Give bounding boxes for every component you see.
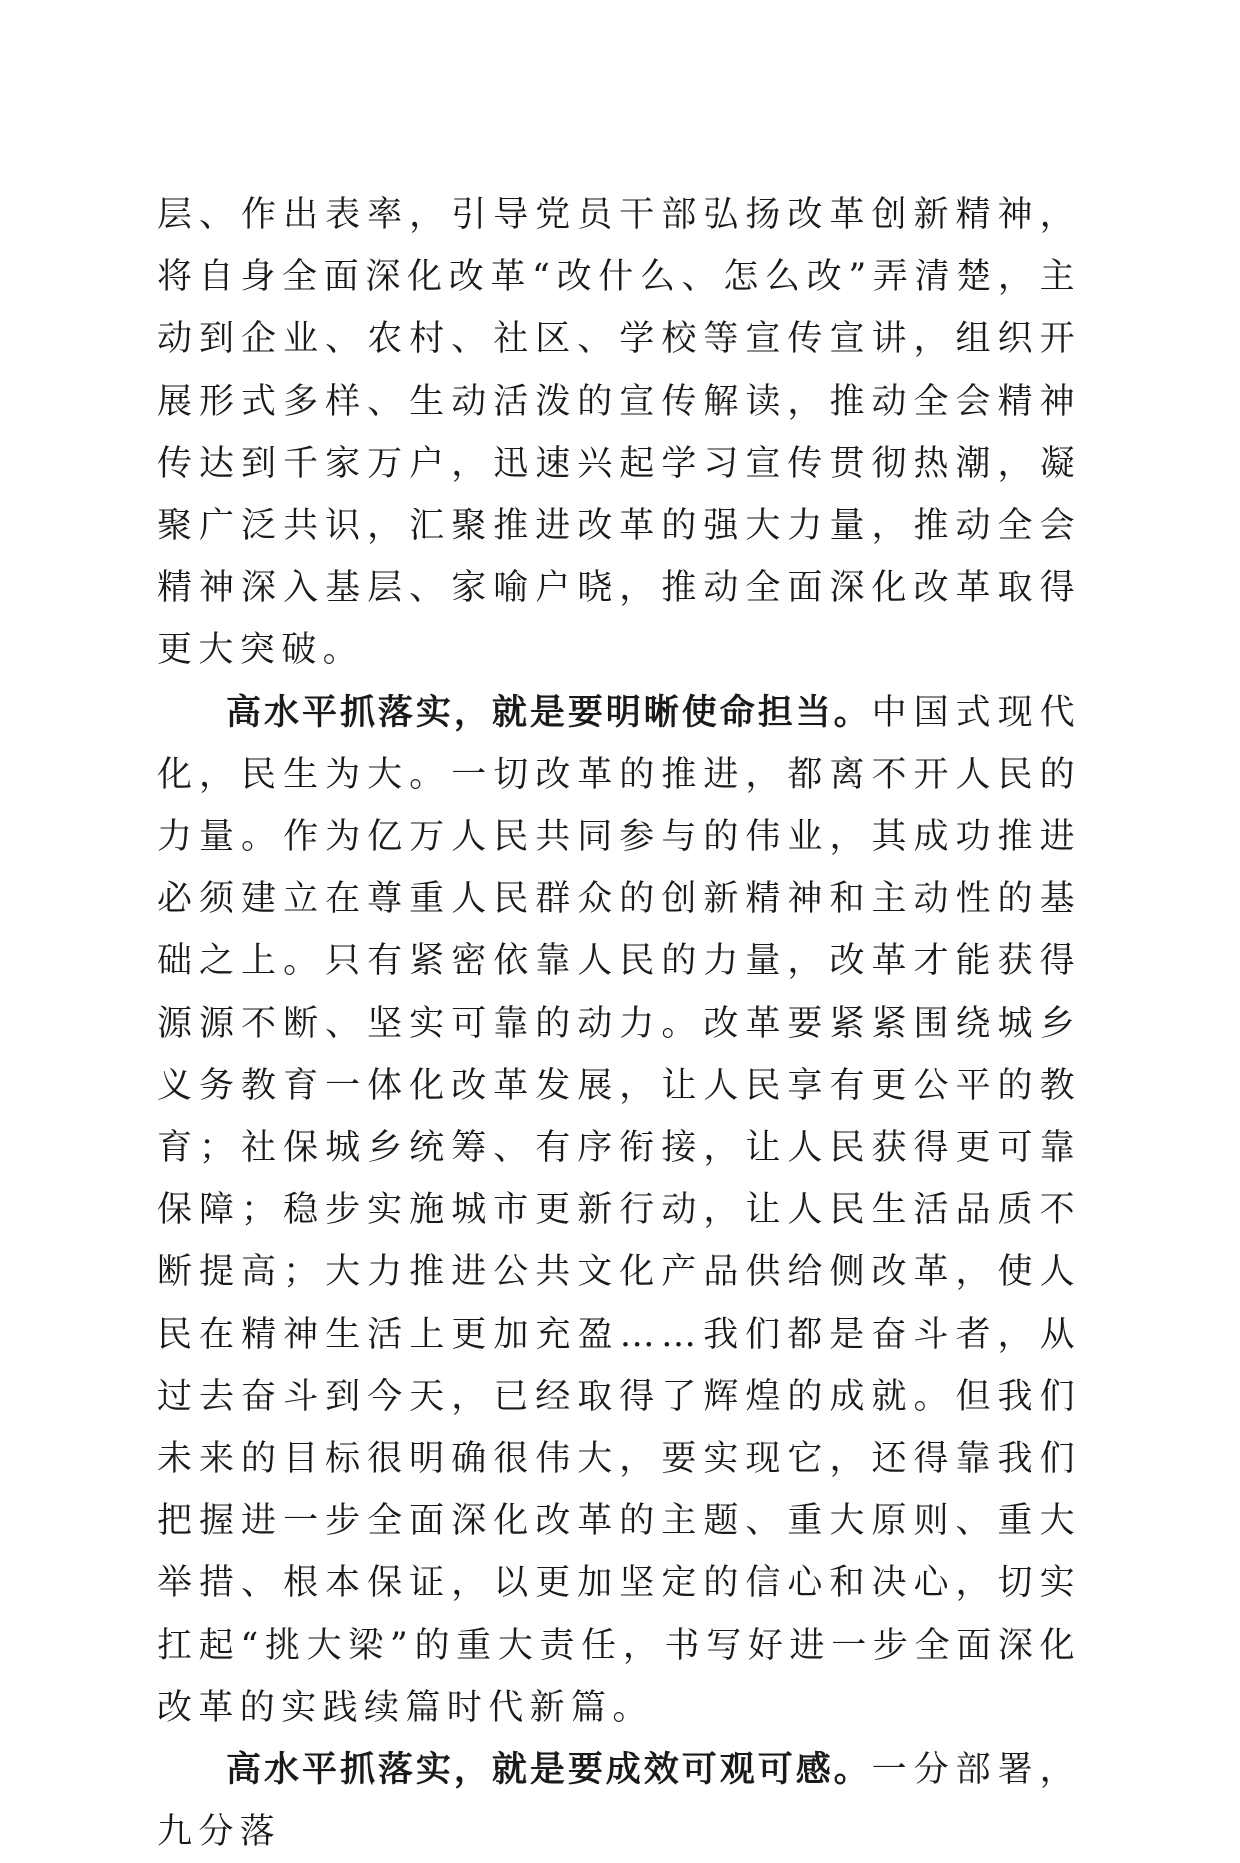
paragraph-lead-heading: 高水平抓落实，就是要成效可观可感。 bbox=[226, 1750, 872, 1791]
paragraph-results bbox=[157, 1739, 1081, 1863]
paragraph-text: 中国式现代化，民生为大。一切改革的推进，都离不开人民的力量。作为亿万人民共同参与的伟业，其成功推进必须建立在尊重人民群众的创新精神和主动性的基础之上。只有紧密依靠人民的力量，改革才能获得源源不断、坚实可靠的动力。改革要紧紧围绕城乡义务教育一体化改革发展，让人民享有更公平的教育；社保城乡统筹、有序衔接，让人民获得更可靠保障；稳步实施城市更新行动，让人民生活品质不断提高；大力推进公共文化产品供给侧改革，使人民在精神生活上更加充盈……我们都是奋斗者，从过去奋斗到今天，已经取得了辉煌的成就。但我们未来的目标很明确很伟大，要实现它，还得靠我们把握进一步全面深化改革的主题、重大原则、重大举措、根本保证，以更加坚定的信心和决心，切实扛起“挑大梁”的重大责任，书写好进一步全面深化改革的实践续篇时代新篇。 bbox=[157, 692, 1081, 1728]
paragraph-text: 一分部署，九分落 bbox=[157, 1750, 1081, 1853]
paragraph-continuation bbox=[157, 184, 1081, 682]
paragraph-text: 层、作出表率，引导党员干部弘扬改革创新精神，将自身全面深化改革“改什么、怎么改”弄清楚，主动到企业、农村、社区、学校等宣传宣讲，组织开展形式多样、生动活泼的宣传解读，推动全会精神传达到千家万户，迅速兴起学习宣传贯彻热潮，凝聚广泛共识，汇聚推进改革的强大力量，推动全会精神深入基层、家喻户晓，推动全面深化改革取得更大突破。 bbox=[157, 195, 1081, 671]
paragraph-lead-heading: 高水平抓落实，就是要明晰使命担当。 bbox=[226, 692, 872, 733]
paragraph-mission bbox=[157, 682, 1081, 1739]
document-body bbox=[157, 184, 1081, 1863]
